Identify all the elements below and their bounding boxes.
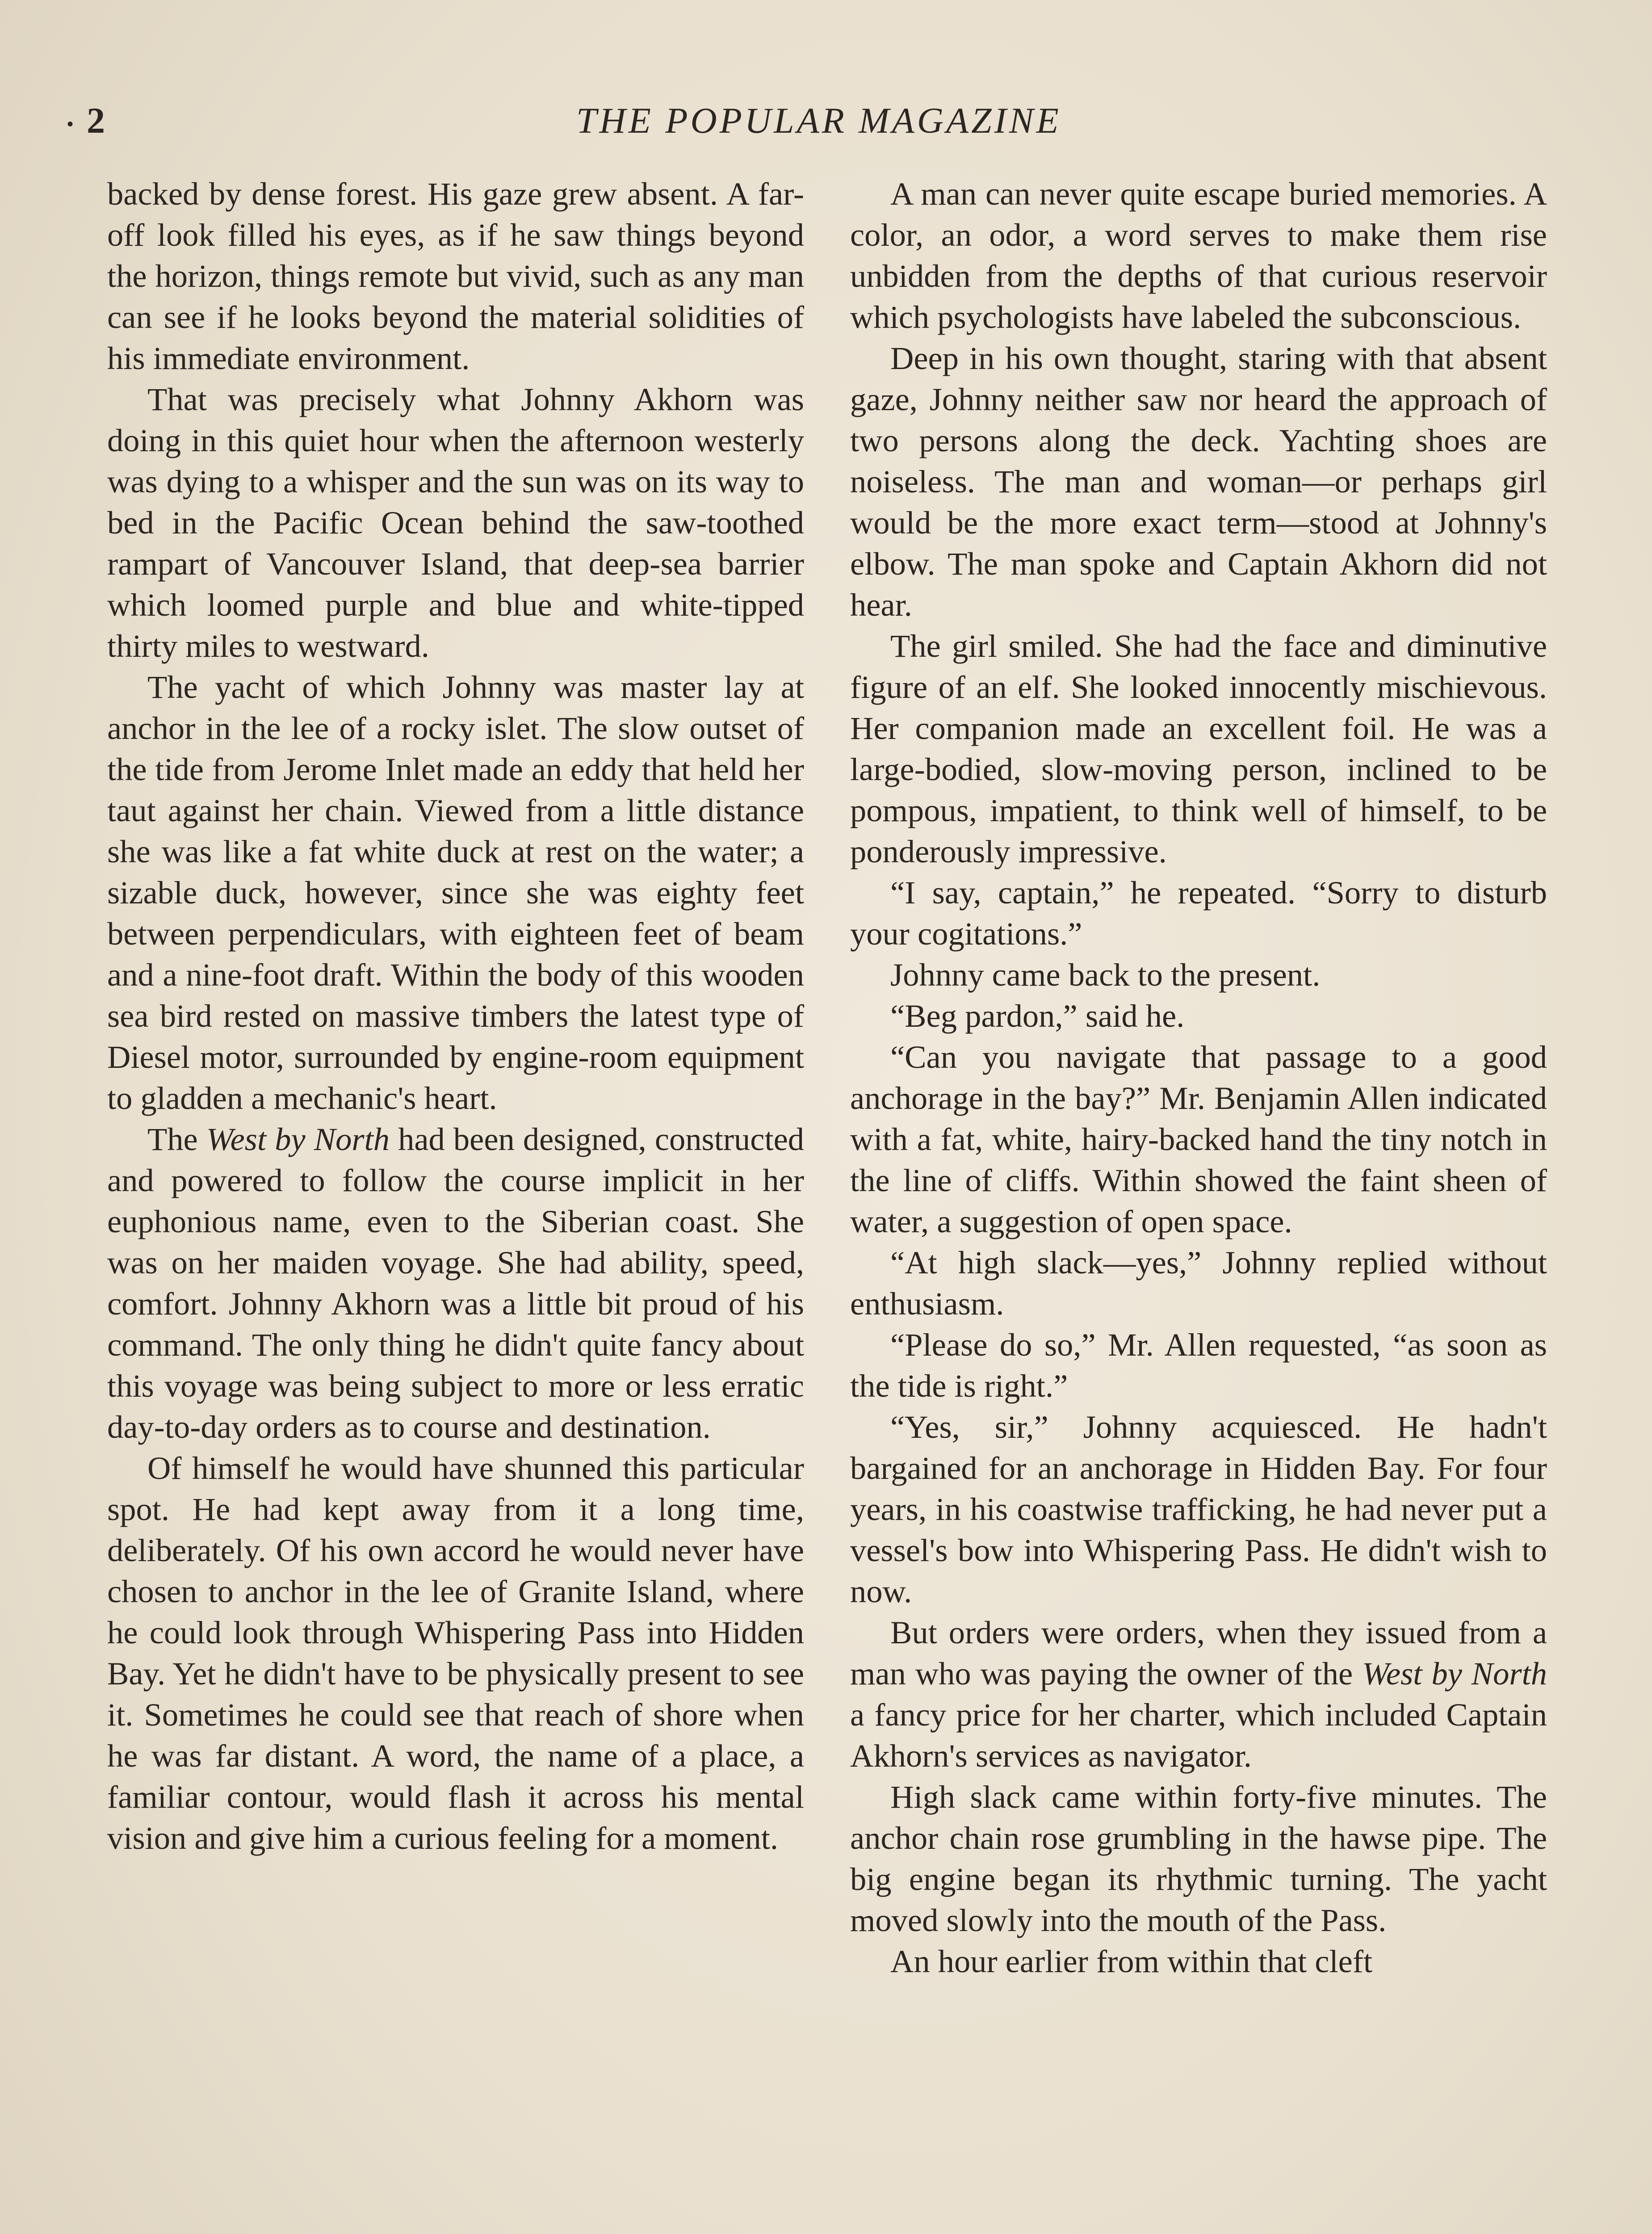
- paragraph: High slack came within forty-five minutes. The anchor chain rose grumbling in the hawse pipe. The big engine began its rhythmic turning. The yacht moved slowly into the mouth of the Pass.: [850, 1779, 1547, 1938]
- paragraph: [850, 1612, 1547, 1776]
- paragraph: “Can you navigate that passage to a good anchorage in the bay?” Mr. Benjamin Allen indicated with a fat, white, hairy-backed hand the tiny notch in the line of cliffs. Within showed the faint sheen of water, a suggestion of open space.: [850, 1039, 1547, 1239]
- paragraph: The yacht of which Johnny was master lay at anchor in the lee of a rocky islet. The slow outset of the tide from Jerome Inlet made an eddy that held her taut against her chain. Viewed from a little distance she was like a fat white duck at rest on the water; a sizable duck, however, since she was eighty feet between perpendiculars, with eighteen feet of beam and a nine-foot draft. Within the body of this wooden sea bird rested on massive timbers the latest type of Diesel motor, surrounded by engine-room equipment to gladden a mechanic's heart.: [107, 669, 804, 1116]
- paragraph: “I say, captain,” he repeated. “Sorry to disturb your cogitations.”: [850, 874, 1547, 952]
- paragraph: Deep in his own thought, staring with that absent gaze, Johnny neither saw nor heard the approach of two persons along the deck. Yachting shoes are noiseless. The man and woman—or perhaps girl would be the more exact term—stood at Johnny's elbow. The man spoke and Captain Akhorn did not hear.: [850, 340, 1547, 623]
- paragraph: “At high slack—yes,” Johnny replied without enthusiasm.: [850, 1244, 1547, 1322]
- running-head: THE POPULAR MAGAZINE: [576, 100, 1061, 141]
- paragraph: backed by dense forest. His gaze grew absent. A far-off look filled his eyes, as if he saw things beyond the horizon, things remote but vivid, such as any man can see if he looks beyond the material solidities of his immediate environment.: [107, 176, 804, 376]
- paragraph: “Beg pardon,” said he.: [890, 998, 1185, 1034]
- text-run: had been designed, constructed and powered to follow the course implicit in her euphonious name, even to the Siberian coast. She was on her maiden voyage. She had ability, speed, comfort. Johnny Akhorn was a little bit proud of his command. The only thing he didn't quite fancy about this voyage was being subject to more or less erratic day-to-day orders as to course and destination.: [107, 1121, 805, 1445]
- ship-name: West by North: [1362, 1655, 1547, 1692]
- text-run: But orders were orders, when they issued from a man who was paying the owner of the: [850, 1614, 1547, 1692]
- right-column: [850, 173, 1547, 1982]
- paragraph: “Yes, sir,” Johnny acquiesced. He hadn't bargained for an anchorage in Hidden Bay. For four years, in his coastwise trafficking, he had never put a vessel's bow into Whispering Pass. He didn't wish to now.: [850, 1409, 1547, 1609]
- page-header: [67, 94, 1577, 147]
- paragraph: That was precisely what Johnny Akhorn was doing in this quiet hour when the afternoon westerly was dying to a whisper and the sun was on its way to bed in the Pacific Ocean behind the saw-toothed rampart of Vancouver Island, that deep-sea barrier which loomed purple and blue and white-tipped thirty miles to westward.: [107, 381, 804, 664]
- ship-name: West by North: [206, 1121, 390, 1157]
- paragraph: The girl smiled. She had the face and diminutive figure of an elf. She looked innocently mischievous. Her companion made an excellent foil. He was a large-bodied, slow-moving person, inclined to be pompous, impatient, to think well of himself, to be ponderously impressive.: [850, 628, 1547, 869]
- text-run: a fancy price for her charter, which included Captain Akhorn's services as navigator.: [850, 1696, 1547, 1774]
- left-column: [107, 173, 804, 1859]
- paragraph: Johnny came back to the present.: [890, 957, 1321, 993]
- text-run: The: [147, 1121, 206, 1157]
- paragraph: An hour earlier from within that cleft: [890, 1943, 1373, 1979]
- paragraph: “Please do so,” Mr. Allen requested, “as soon as the tide is right.”: [850, 1327, 1547, 1404]
- page-number: • 2: [67, 94, 105, 151]
- paragraph: A man can never quite escape buried memories. A color, an odor, a word serves to make them rise unbidden from the depths of that curious reservoir which psychologists have labeled the subconscious.: [850, 176, 1547, 335]
- paragraph: Of himself he would have shunned this particular spot. He had kept away from it a long time, deliberately. Of his own accord he would never have chosen to anchor in the lee of Granite Island, where he could look through Whispering Pass into Hidden Bay. Yet he didn't have to be physically present to see it. Sometimes he could see that reach of shore when he was far distant. A word, the name of a place, a familiar contour, would flash it across his mental vision and give him a curious feeling for a moment.: [107, 1450, 804, 1856]
- paragraph: [107, 1119, 804, 1448]
